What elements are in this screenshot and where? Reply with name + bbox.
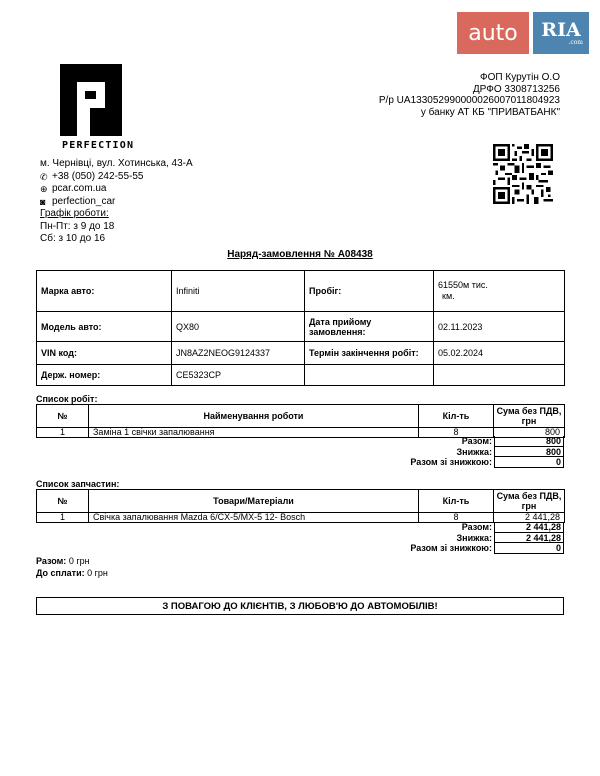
mileage-value-line1: 61550м тис.: [438, 280, 488, 290]
ria-sub: .com: [568, 38, 583, 46]
date-received-label: Дата прийому замовлення:: [305, 312, 434, 342]
works-with-discount-label: Разом зі знижкою:: [410, 457, 492, 467]
deadline-label: Термін закінчення робіт:: [305, 342, 434, 365]
works-header-sum: Сума без ПДВ, грн: [494, 405, 565, 428]
car-info-table: [36, 270, 565, 386]
footer-slogan: З ПОВАГОЮ ДО КЛІЄНТІВ, З ЛЮБОВ'Ю ДО АВТОМОБІЛІВ!: [36, 597, 564, 615]
parts-section-title: Список запчастин:: [36, 479, 120, 489]
order-summary: [36, 556, 108, 579]
parts-with-discount-label: Разом зі знижкою:: [410, 543, 492, 553]
plate-label: Держ. номер:: [37, 365, 172, 386]
model-value: QX80: [172, 312, 305, 342]
make-value: Infiniti: [172, 271, 305, 312]
model-label: Модель авто:: [37, 312, 172, 342]
works-section-title: Список робіт:: [36, 394, 98, 404]
works-header-qty: Кіл-ть: [419, 405, 494, 428]
parts-row-sum: 2 441,28: [494, 513, 565, 523]
vin-label: VIN код:: [37, 342, 172, 365]
parts-totals: [382, 522, 564, 554]
autoria-watermark-ria: [533, 12, 589, 54]
works-discount-label: Знижка:: [456, 446, 492, 457]
parts-header-sum: Сума без ПДВ, грн: [494, 490, 565, 513]
deadline-value: 05.02.2024: [434, 342, 565, 365]
empty-cell: [434, 365, 565, 386]
works-with-discount-value: 0: [494, 457, 564, 468]
works-table: [36, 404, 565, 438]
requisites-account: Р/р UA133052990000026007011804923: [378, 95, 560, 107]
summary-total-value: 0 грн: [68, 556, 90, 566]
summary-pay-label: До сплати:: [36, 567, 85, 578]
works-header-name: Найменування роботи: [89, 405, 419, 428]
schedule-saturday: Сб: з 10 до 16: [40, 233, 106, 244]
works-totals: [382, 436, 564, 468]
globe-icon: ⊕: [40, 184, 48, 195]
parts-subtotal-label: Разом:: [461, 522, 492, 532]
mileage-value: [434, 271, 565, 312]
parts-with-discount-value: 0: [494, 543, 564, 554]
empty-cell: [305, 365, 434, 386]
parts-discount-value: 2 441,28: [494, 533, 564, 544]
parts-header-row: [37, 490, 565, 513]
instagram: perfection_car: [52, 195, 116, 207]
mileage-value-line2: км.: [442, 291, 455, 301]
company-requisites: [379, 72, 560, 119]
works-header-num: №: [37, 405, 89, 428]
parts-row-num: 1: [37, 513, 89, 523]
works-row-sum: 800: [494, 428, 565, 438]
perfection-logo-icon: [60, 64, 122, 136]
parts-row-qty: 8: [419, 513, 494, 523]
parts-header-name: Товари/Матеріали: [89, 490, 419, 513]
date-received-value: 02.11.2023: [434, 312, 565, 342]
schedule-title: Графік роботи:: [40, 208, 109, 219]
parts-subtotal-value: 2 441,28: [494, 522, 564, 533]
vin-value: JN8AZ2NEOG9124337: [172, 342, 305, 365]
qr-code-icon: [493, 144, 553, 204]
phone-icon: ✆: [40, 171, 48, 182]
requisites-tax-id: ДРФО 3308713256: [472, 83, 560, 95]
website: pcar.com.ua: [52, 183, 107, 194]
schedule-weekdays: Пн-Пт: з 9 до 18: [40, 220, 115, 232]
requisites-bank: у банку АТ КБ "ПРИВАТБАНК": [420, 107, 560, 119]
parts-discount-label: Знижка:: [456, 532, 492, 543]
ria-text: RIA: [541, 18, 581, 41]
requisites-owner: ФОП Курутін О.О: [480, 72, 560, 83]
parts-header-qty: Кіл-ть: [419, 490, 494, 513]
phone: +38 (050) 242-55-55: [52, 170, 144, 182]
make-label: Марка авто:: [37, 271, 172, 312]
works-subtotal-value: 800: [494, 436, 564, 447]
summary-pay-value: 0 грн: [87, 567, 108, 578]
address: м. Чернівці, вул. Хотинська, 43-А: [40, 158, 193, 169]
works-subtotal-label: Разом:: [461, 436, 492, 446]
table-row: [37, 513, 565, 523]
brand-name: PERFECTION: [62, 140, 135, 151]
plate-value: CE5323CP: [172, 365, 305, 386]
car-info-row: [37, 365, 565, 386]
order-title: Наряд-замовлення № А08438: [227, 249, 373, 260]
car-info-row: [37, 271, 565, 312]
company-contacts: [40, 158, 193, 246]
car-info-row: [37, 312, 565, 342]
car-info-row: [37, 342, 565, 365]
parts-header-num: №: [37, 490, 89, 513]
instagram-icon: ◙: [40, 196, 46, 207]
works-row-qty: 8: [419, 428, 494, 438]
parts-row-name: Свічка запалювання Mazda 6/CX-5/MX-5 12- Bosch: [89, 513, 419, 523]
works-row-name: Заміна 1 свічки запалювання: [89, 428, 419, 438]
works-header-row: [37, 405, 565, 428]
works-row-num: 1: [37, 428, 89, 438]
summary-total-label: Разом:: [36, 556, 67, 566]
works-discount-value: 800: [494, 447, 564, 458]
autoria-watermark-auto: auto: [457, 12, 529, 54]
parts-table: [36, 489, 565, 523]
mileage-label: Пробіг:: [305, 271, 434, 312]
